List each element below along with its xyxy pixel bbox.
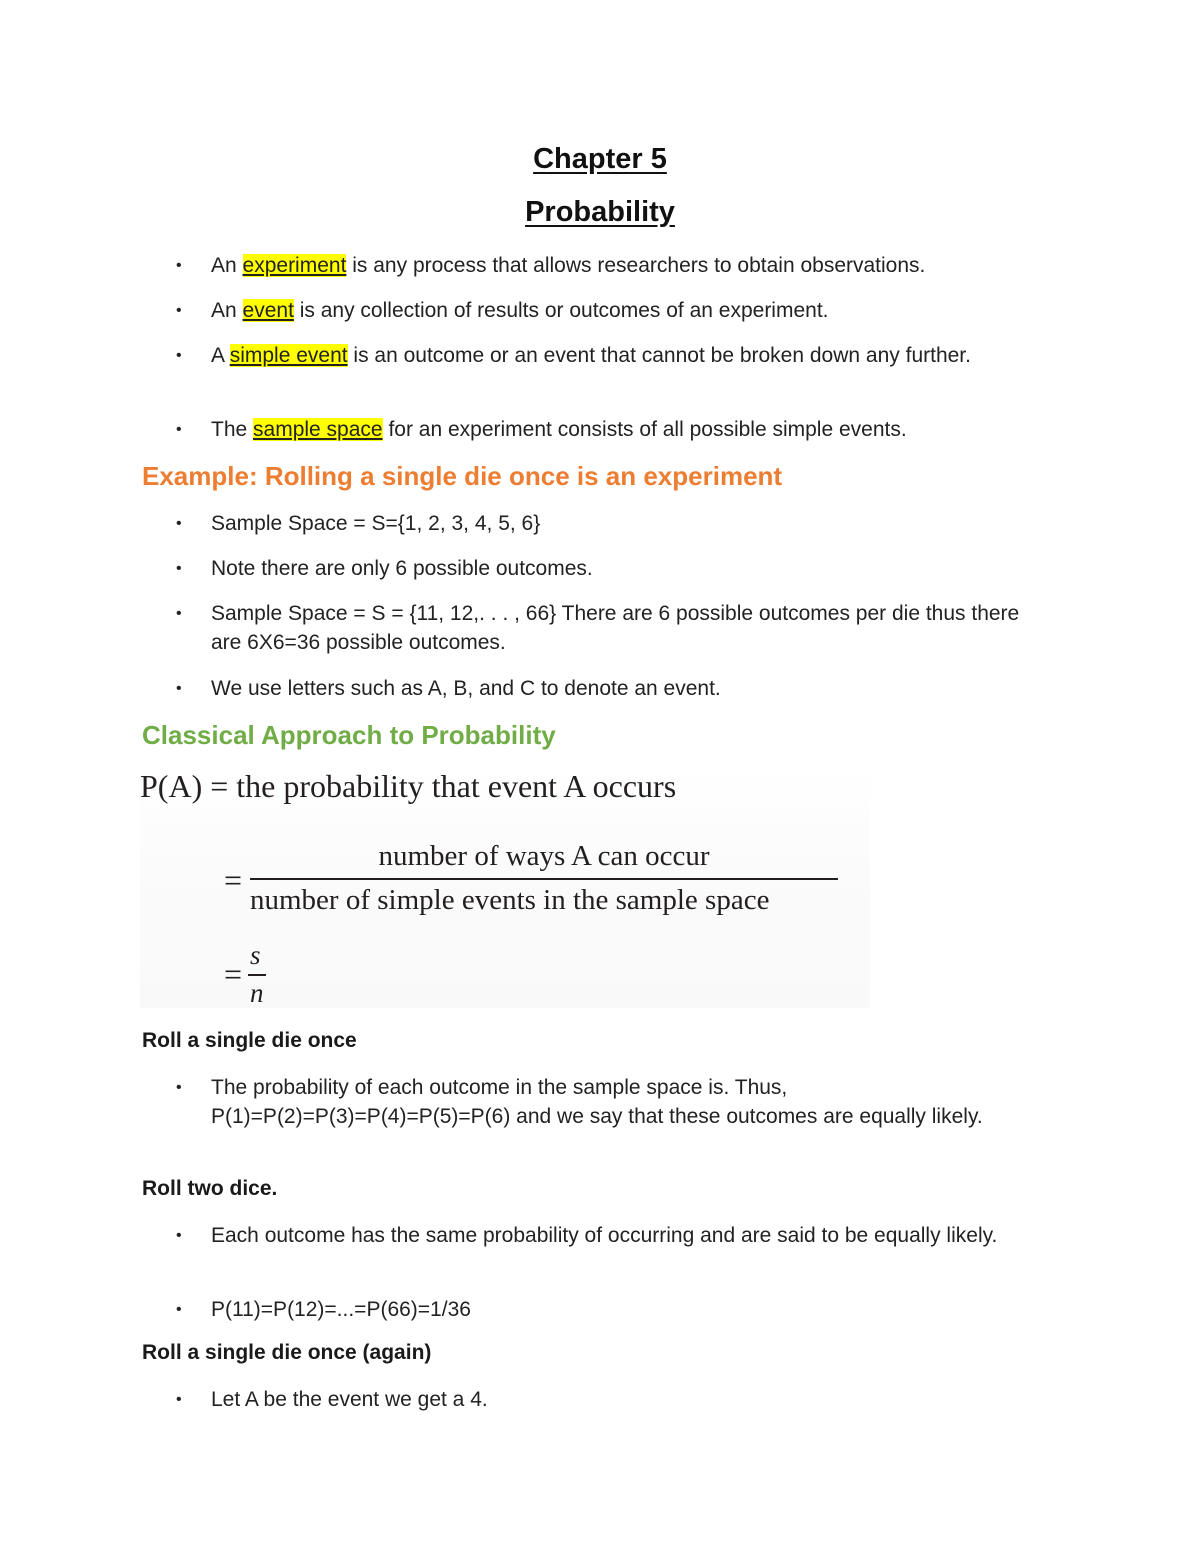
two-dice-bullet: • Each outcome has the same probability of occurring and are said to be equally likely. <box>176 1221 1026 1250</box>
bullet-dot: • <box>176 302 182 319</box>
example-bullet: • Note there are only 6 possible outcomes. <box>176 554 1026 583</box>
definition-sample-space: • The sample space for an experiment consists of all possible simple events. <box>176 415 1026 444</box>
two-dice-bullet: • P(11)=P(12)=...=P(66)=1/36 <box>176 1295 1026 1324</box>
bullet-dot: • <box>176 1079 182 1096</box>
bullet-dot: • <box>176 1227 182 1244</box>
formula-equals-sign: = <box>224 956 243 992</box>
single-die-again-heading: Roll a single die once (again) <box>142 1341 432 1364</box>
definition-event: • An event is any collection of results or outcomes of an experiment. <box>176 296 1026 325</box>
probability-formula <box>140 768 870 1008</box>
example-bullet: • Sample Space = S={1, 2, 3, 4, 5, 6} <box>176 509 1026 538</box>
formula-fraction-bar <box>250 878 838 880</box>
single-die-again-bullet: • Let A be the event we get a 4. <box>176 1385 1026 1414</box>
bullet-dot: • <box>176 257 182 274</box>
example-bullet: • Sample Space = S = {11, 12,. . . , 66} There are 6 possible outcomes per die thus there are 6X6=36 possible outcomes. <box>176 599 1026 657</box>
formula-small-fraction-bar <box>248 974 266 976</box>
classical-heading: Classical Approach to Probability <box>142 720 556 750</box>
definition-simple-event: • A simple event is an outcome or an event that cannot be broken down any further. <box>176 341 1026 370</box>
two-dice-heading: Roll two dice. <box>142 1177 278 1200</box>
term-sample-space: sample space <box>253 418 383 441</box>
single-die-bullet: • The probability of each outcome in the sample space is. Thus, P(1)=P(2)=P(3)=P(4)=P(5)=P(6) and we say that these outcomes are equally likely. <box>176 1073 1026 1131</box>
formula-definition-line: P(A) = the probability that event A occurs <box>140 768 677 804</box>
bullet-dot: • <box>176 515 182 532</box>
bullet-dot: • <box>176 605 182 622</box>
topic-title: Probability <box>525 196 675 228</box>
bullet-dot: • <box>176 421 182 438</box>
example-bullet: • We use letters such as A, B, and C to denote an event. <box>176 674 1026 703</box>
single-die-heading: Roll a single die once <box>142 1029 357 1052</box>
formula-equals-sign: = <box>224 862 243 898</box>
term-simple-event: simple event <box>229 344 348 367</box>
formula-denominator: number of simple events in the sample space <box>250 884 770 916</box>
formula-n: n <box>250 978 264 1008</box>
definition-experiment: • An experiment is any process that allows researchers to obtain observations. <box>176 251 1026 280</box>
bullet-dot: • <box>176 1301 182 1318</box>
term-experiment: experiment <box>242 254 347 277</box>
term-event: event <box>242 299 294 322</box>
bullet-dot: • <box>176 1391 182 1408</box>
chapter-title: Chapter 5 <box>533 143 667 175</box>
bullet-dot: • <box>176 680 182 697</box>
bullet-dot: • <box>176 560 182 577</box>
example-heading: Example: Rolling a single die once is an experiment <box>142 461 783 491</box>
formula-numerator: number of ways A can occur <box>378 840 710 872</box>
formula-s: s <box>250 940 261 970</box>
bullet-dot: • <box>176 347 182 364</box>
